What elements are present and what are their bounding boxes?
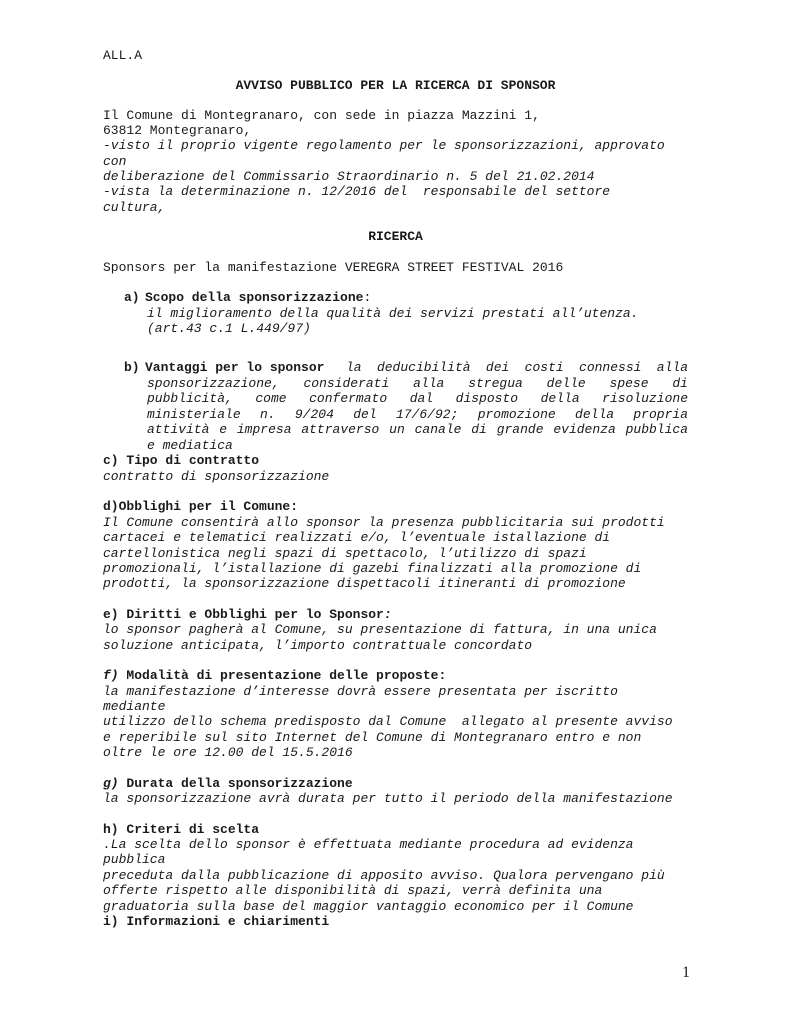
section-b-line: attività e impresa attraverso un canale di grande evidenza pubblica <box>147 422 688 437</box>
section-a-title: Scopo della sponsorizzazione <box>145 290 364 305</box>
section-g-heading <box>103 776 353 791</box>
section-g-title: Durata della sponsorizzazione <box>118 776 353 791</box>
section-e-line: lo sponsor pagherà al Comune, su presentazione di fattura, in una unica <box>103 622 657 637</box>
section-f-line: mediante <box>103 699 166 714</box>
section-b-firstline <box>145 360 688 375</box>
section-d-line: promozionali, l’istallazione di gazebi finalizzati alla promozione di <box>103 561 642 576</box>
section-a-heading <box>145 290 371 305</box>
intro-line: Il Comune di Montegranaro, con sede in piazza Mazzini 1, <box>103 108 540 123</box>
section-c-line: contratto di sponsorizzazione <box>103 469 330 484</box>
section-d-title: d)Obblighi per il Comune: <box>103 499 299 514</box>
section-f-line: utilizzo dello schema predisposto dal Comune allegato al presente avviso <box>103 714 673 729</box>
intro-line: 63812 Montegranaro, <box>103 123 252 138</box>
section-h-line: graduatoria sulla base del maggior vantaggio economico per il Comune <box>103 899 634 914</box>
section-h-line: preceduta dalla pubblicazione di apposito avviso. Qualora pervengano più <box>103 868 665 883</box>
section-e-title: e) Diritti e Obblighi per lo Sponsor <box>103 607 384 622</box>
section-c-title: c) Tipo di contratto <box>103 453 260 468</box>
attachment-label: ALL.A <box>103 48 143 63</box>
document-title: AVVISO PUBBLICO PER LA RICERCA DI SPONSOR <box>235 78 556 93</box>
section-f-title: Modalità di presentazione delle proposte: <box>118 668 447 683</box>
intro-line: -visto il proprio vigente regolamento per le sponsorizzazioni, approvato <box>103 138 665 153</box>
section-e-line: soluzione anticipata, l’importo contrattuale concordato <box>103 638 533 653</box>
section-f-heading <box>103 668 446 683</box>
section-b-line: sponsorizzazione, considerati alla stregua delle spese di <box>147 376 688 391</box>
section-f-label: f) <box>103 668 119 683</box>
intro-line: con <box>103 154 127 169</box>
section-a-label: a) <box>124 290 140 305</box>
section-h-title: h) Criteri di scelta <box>103 822 260 837</box>
section-b-title: Vantaggi per lo sponsor <box>145 360 325 375</box>
page-number: 1 <box>682 964 690 981</box>
section-h-line: pubblica <box>103 852 166 867</box>
section-f-line: la manifestazione d’interesse dovrà essere presentata per iscritto <box>103 684 618 699</box>
section-b-label: b) <box>124 360 140 375</box>
section-a-line: (art.43 c.1 L.449/97) <box>147 321 311 336</box>
section-f-line: e reperibile sul sito Internet del Comune di Montegranaro entro e non <box>103 730 642 745</box>
intro-line: deliberazione del Commissario Straordinario n. 5 del 21.02.2014 <box>103 169 595 184</box>
intro-line: cultura, <box>103 200 166 215</box>
section-a-line: il miglioramento della qualità dei servizi prestati all’utenza. <box>147 306 639 321</box>
ricerca-heading: RICERCA <box>368 229 423 244</box>
section-f-line: oltre le ore 12.00 del 15.5.2016 <box>103 745 353 760</box>
section-g-line: la sponsorizzazione avrà durata per tutto il periodo della manifestazione <box>103 791 673 806</box>
section-d-line: cartacei e telematici realizzati e/o, l’eventuale istallazione di <box>103 530 611 545</box>
section-h-line: offerte rispetto alle disponibilità di spazi, verrà definita una <box>103 883 603 898</box>
section-b-line: ministeriale n. 9/204 del 17/6/92; promozione della propria <box>147 407 688 422</box>
section-b-line: pubblicità, come confermato dal disposto della risoluzione <box>147 391 688 406</box>
section-h-line: .La scelta dello sponsor è effettuata mediante procedura ad evidenza <box>103 837 634 852</box>
ricerca-text: Sponsors per la manifestazione VEREGRA STREET FESTIVAL 2016 <box>103 260 564 275</box>
intro-line: -vista la determinazione n. 12/2016 del responsabile del settore <box>103 184 611 199</box>
section-b-line: e mediatica <box>147 438 233 453</box>
section-i-title: i) Informazioni e chiarimenti <box>103 914 330 929</box>
section-e-colon: : <box>383 607 392 622</box>
section-d-line: prodotti, la sponsorizzazione dispettacoli itineranti di promozione <box>103 576 626 591</box>
section-a-colon: : <box>363 290 372 305</box>
section-e-heading <box>103 607 392 622</box>
section-b-line: la deducibilità dei costi connessi alla <box>346 360 688 375</box>
section-g-label: g) <box>103 776 119 791</box>
section-d-line: cartellonistica negli spazi di spettacolo, l’utilizzo di spazi <box>103 546 587 561</box>
section-d-line: Il Comune consentirà allo sponsor la presenza pubblicitaria sui prodotti <box>103 515 665 530</box>
